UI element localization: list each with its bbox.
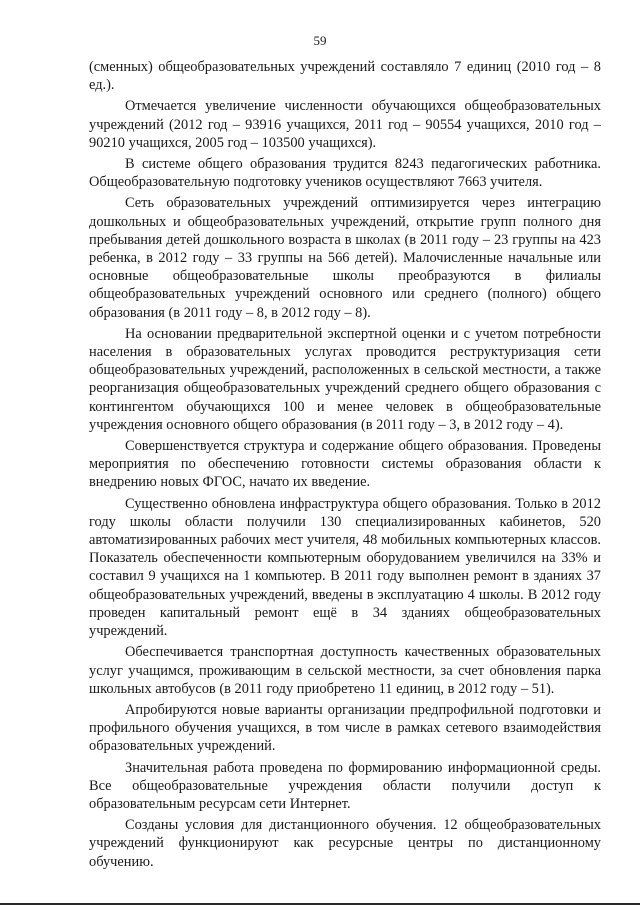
paragraph: На основании предварительной экспертной оценки и с учетом потребности населения в образовательных услугах проводится реструктуризация сети общеобразовательных учреждений, расположенных в сельской местности, а также реорганизация общеобразовательных учреждений среднего общего образования с контингентом обучающихся 100 и менее человек в общеобразовательные учреждения основного общего образования (в 2011 году – 3, в 2012 году – 4). [89,325,601,433]
page-number: 59 [313,33,327,48]
paragraph: Значительная работа проведена по формированию информационной среды. Все общеобразовательные учреждения области получили доступ к образовательным ресурсам сети Интернет. [89,759,601,812]
paragraph: Апробируются новые варианты организации предпрофильной подготовки и профильного обучения учащихся, в том числе в рамках сетевого взаимодействия образовательных учреждений. [89,701,601,755]
paragraph: Сеть образовательных учреждений оптимизируется через интеграцию дошкольных и общеобразовательных учреждений, открытие групп полного дня пребывания детей дошкольного возраста в школах (в 2011 году – 23 группы на 423 ребенка, в 2012 году – 33 группы на 566 детей). Малочисленные начальные или основные общеобразовательные школы преобразуются в филиалы общеобразовательных учреждений основного или среднего (полного) общего образования (в 2011 году – 8, в 2012 году – 8). [89,195,601,321]
paragraph: Отмечается увеличение численности обучающихся общеобразовательных учреждений (2012 год – 93916 учащихся, 2011 год – 90554 учащихся, 2010 год – 90210 учащихся, 2005 год – 103500 учащихся). [89,98,601,151]
paragraph: (сменных) общеобразовательных учреждений составляло 7 единиц (2010 год – 8 ед.). [89,59,601,94]
paragraph: Существенно обновлена инфраструктура общего образования. Только в 2012 году школы области получили 130 специализированных кабинетов, 520 автоматизированных рабочих мест учителя, 48 мобильных компьютерных классов. Показатель обеспеченности компьютерным оборудованием увеличился на 33% и составил 9 учащихся на 1 компьютер. В 2011 году выполнен ремонт в зданиях 37 общеобразовательных учреждений, введены в эксплуатацию 4 школы. В 2012 году проведен капитальный ремонт ещё в 34 зданиях общеобразовательных учреждений. [89,495,601,640]
paragraph: Обеспечивается транспортная доступность качественных образовательных услуг учащимся, проживающим в сельской местности, за счет обновления парка школьных автобусов (в 2011 году приобретено 11 единиц, в 2012 году – 51). [89,644,601,697]
body-text [89,58,601,874]
paragraph: Созданы условия для дистанционного обучения. 12 общеобразовательных учреждений функционируют как ресурсные центры по дистанционному обучению. [89,817,601,870]
paragraph: В системе общего образования трудится 8243 педагогических работника. Общеобразовательную подготовку учеников осуществляют 7663 учителя. [89,156,601,191]
paragraph: Совершенствуется структура и содержание общего образования. Проведены мероприятия по обеспечению готовности системы образования области к внедрению новых ФГОС, начато их введение. [89,438,601,491]
